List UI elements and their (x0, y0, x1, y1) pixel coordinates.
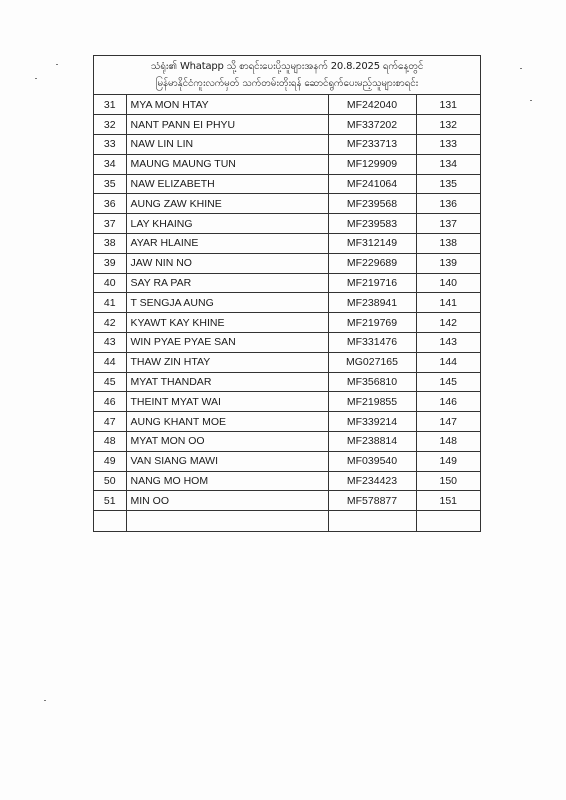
row-number-cell: 50 (94, 471, 126, 491)
passport-number-cell (328, 511, 416, 531)
passport-number-cell: MF234423 (328, 471, 416, 491)
row-number-cell: 31 (94, 95, 126, 115)
passport-number-cell: MF241064 (328, 174, 416, 194)
sequence-cell: 136 (416, 194, 480, 214)
passport-number-cell: MF238814 (328, 432, 416, 452)
sequence-cell: 131 (416, 95, 480, 115)
passport-number-cell: MF229689 (328, 253, 416, 273)
row-number-cell: 44 (94, 352, 126, 372)
table-row (94, 174, 480, 194)
table-row (94, 511, 480, 531)
name-cell: NAW LIN LIN (126, 135, 328, 155)
row-number-cell: 49 (94, 451, 126, 471)
passport-number-cell: MF219716 (328, 273, 416, 293)
passport-number-cell: MF239583 (328, 214, 416, 234)
name-cell: VAN SIANG MAWI (126, 451, 328, 471)
name-cell: AUNG ZAW KHINE (126, 194, 328, 214)
roster-sheet (93, 55, 481, 532)
sequence-cell: 143 (416, 333, 480, 353)
row-number-cell: 35 (94, 174, 126, 194)
table-row (94, 491, 480, 511)
passport-number-cell: MF219855 (328, 392, 416, 412)
name-cell: THEINT MYAT WAI (126, 392, 328, 412)
sequence-cell: 145 (416, 372, 480, 392)
passport-number-cell: MF242040 (328, 95, 416, 115)
row-number-cell: 42 (94, 313, 126, 333)
table-row (94, 352, 480, 372)
name-cell: JAW NIN NO (126, 253, 328, 273)
name-cell: MYAT THANDAR (126, 372, 328, 392)
roster-table (94, 95, 480, 531)
name-cell: NAW ELIZABETH (126, 174, 328, 194)
row-number-cell: 39 (94, 253, 126, 273)
name-cell: MYAT MON OO (126, 432, 328, 452)
name-cell: T SENGJA AUNG (126, 293, 328, 313)
name-cell: MIN OO (126, 491, 328, 511)
row-number-cell: 40 (94, 273, 126, 293)
name-cell: MAUNG MAUNG TUN (126, 154, 328, 174)
sequence-cell: 137 (416, 214, 480, 234)
table-row (94, 333, 480, 353)
table-row (94, 432, 480, 452)
sequence-cell: 147 (416, 412, 480, 432)
sequence-cell: 141 (416, 293, 480, 313)
row-number-cell: 47 (94, 412, 126, 432)
name-cell: WIN PYAE PYAE SAN (126, 333, 328, 353)
passport-number-cell: MF129909 (328, 154, 416, 174)
passport-number-cell: MF337202 (328, 115, 416, 135)
table-row (94, 95, 480, 115)
passport-number-cell: MF238941 (328, 293, 416, 313)
table-row (94, 451, 480, 471)
sequence-cell: 133 (416, 135, 480, 155)
sheet-header (94, 56, 480, 95)
passport-number-cell: MF219769 (328, 313, 416, 333)
row-number-cell: 43 (94, 333, 126, 353)
table-row (94, 214, 480, 234)
name-cell (126, 511, 328, 531)
sequence-cell: 132 (416, 115, 480, 135)
sequence-cell: 142 (416, 313, 480, 333)
table-row (94, 293, 480, 313)
sequence-cell: 144 (416, 352, 480, 372)
passport-number-cell: MF312149 (328, 234, 416, 254)
sequence-cell: 134 (416, 154, 480, 174)
row-number-cell (94, 511, 126, 531)
name-cell: NANT PANN EI PHYU (126, 115, 328, 135)
row-number-cell: 36 (94, 194, 126, 214)
name-cell: SAY RA PAR (126, 273, 328, 293)
row-number-cell: 37 (94, 214, 126, 234)
passport-number-cell: MG027165 (328, 352, 416, 372)
passport-number-cell: MF239568 (328, 194, 416, 214)
passport-number-cell: MF339214 (328, 412, 416, 432)
table-row (94, 234, 480, 254)
table-row (94, 154, 480, 174)
header-line-2: မြန်မာနိုင်ငံကူးလက်မှတ် သက်တမ်းတိုးရန် ဆောင်ရွက်ပေးမည့်သူများစာရင်း (155, 78, 419, 89)
row-number-cell: 45 (94, 372, 126, 392)
name-cell: NANG MO HOM (126, 471, 328, 491)
sequence-cell: 150 (416, 471, 480, 491)
passport-number-cell: MF356810 (328, 372, 416, 392)
row-number-cell: 32 (94, 115, 126, 135)
passport-number-cell: MF039540 (328, 451, 416, 471)
row-number-cell: 46 (94, 392, 126, 412)
table-row (94, 273, 480, 293)
name-cell: MYA MON HTAY (126, 95, 328, 115)
name-cell: THAW ZIN HTAY (126, 352, 328, 372)
sequence-cell: 138 (416, 234, 480, 254)
name-cell: LAY KHAING (126, 214, 328, 234)
sequence-cell: 149 (416, 451, 480, 471)
name-cell: AUNG KHANT MOE (126, 412, 328, 432)
table-row (94, 412, 480, 432)
sequence-cell: 139 (416, 253, 480, 273)
row-number-cell: 48 (94, 432, 126, 452)
table-row (94, 372, 480, 392)
name-cell: AYAR HLAINE (126, 234, 328, 254)
table-row (94, 135, 480, 155)
passport-number-cell: MF578877 (328, 491, 416, 511)
sequence-cell: 135 (416, 174, 480, 194)
sequence-cell: 151 (416, 491, 480, 511)
row-number-cell: 51 (94, 491, 126, 511)
name-cell: KYAWT KAY KHINE (126, 313, 328, 333)
row-number-cell: 34 (94, 154, 126, 174)
table-row (94, 194, 480, 214)
sequence-cell (416, 511, 480, 531)
row-number-cell: 33 (94, 135, 126, 155)
table-row (94, 392, 480, 412)
table-row (94, 253, 480, 273)
sequence-cell: 148 (416, 432, 480, 452)
table-row (94, 313, 480, 333)
header-line-1: သံရုံး၏ Whatapp သို့ စာရင်းပေးပို့သူများအနက် 20.8.2025 ရက်နေ့တွင် (150, 61, 424, 72)
sequence-cell: 146 (416, 392, 480, 412)
row-number-cell: 41 (94, 293, 126, 313)
sequence-cell: 140 (416, 273, 480, 293)
passport-number-cell: MF233713 (328, 135, 416, 155)
table-row (94, 115, 480, 135)
table-row (94, 471, 480, 491)
passport-number-cell: MF331476 (328, 333, 416, 353)
row-number-cell: 38 (94, 234, 126, 254)
